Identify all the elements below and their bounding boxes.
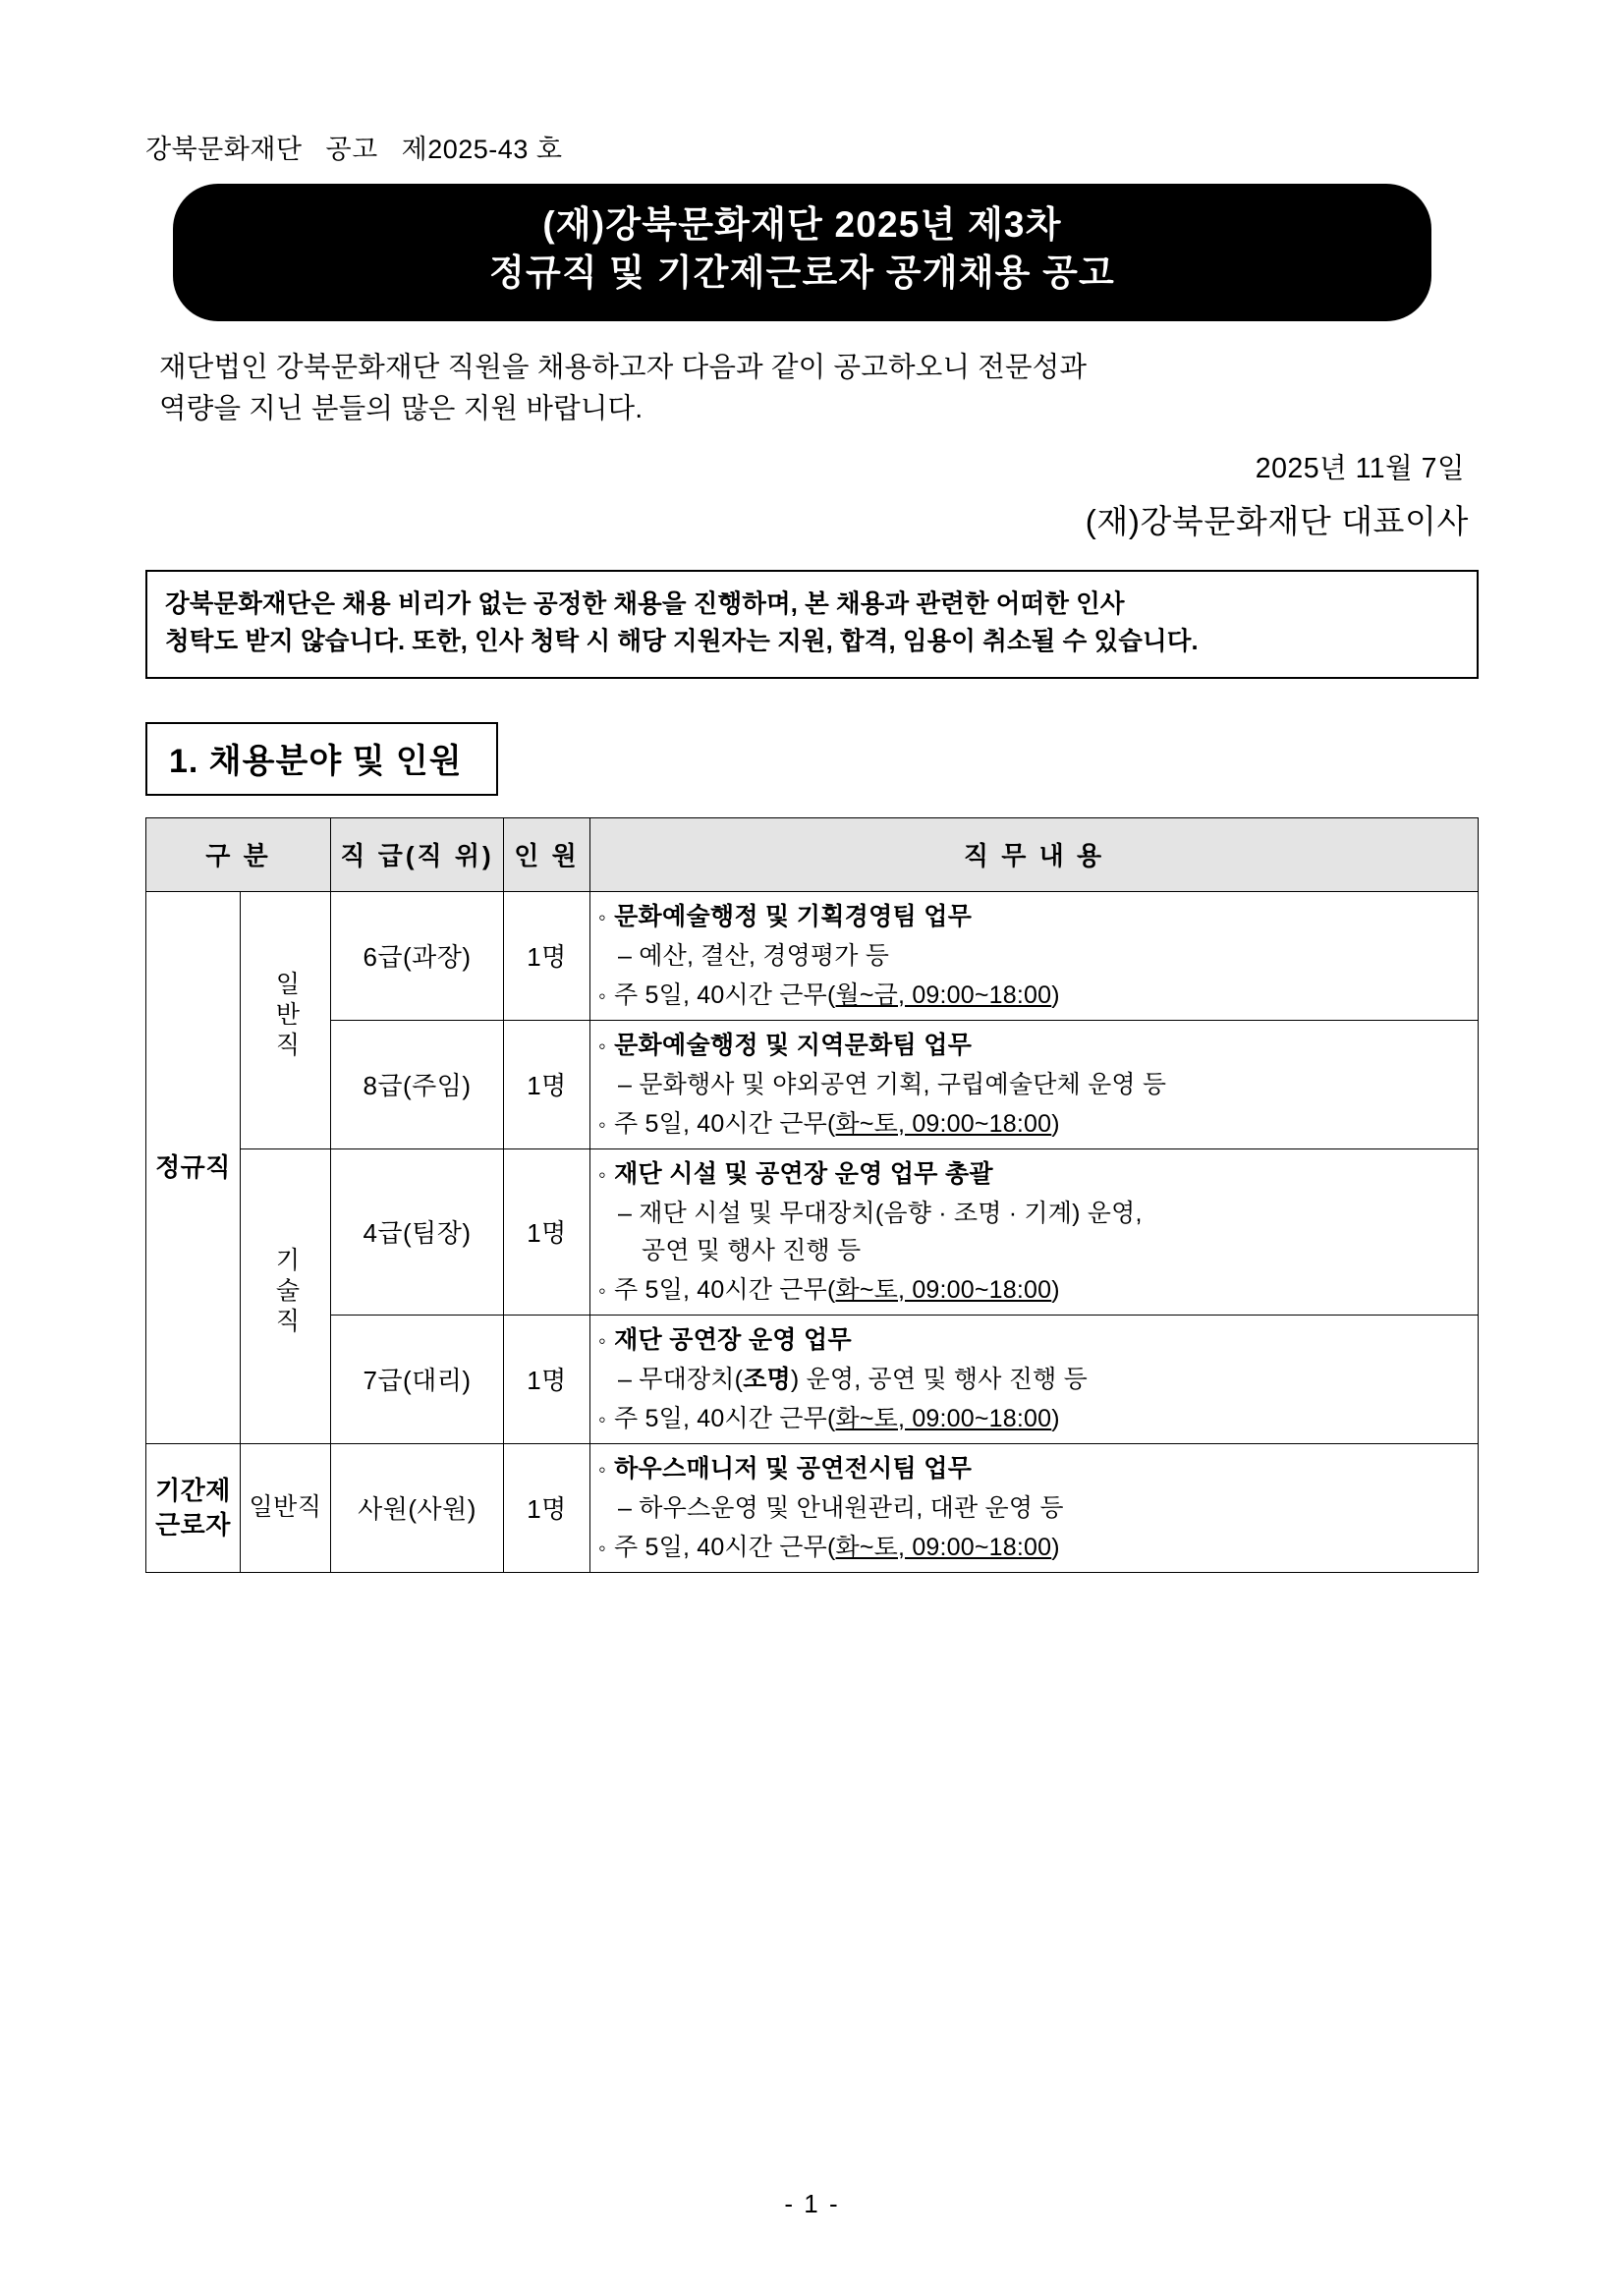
notice-line-2: 청탁도 받지 않습니다. 또한, 인사 청탁 시 해당 지원자는 지원, 합격, 임용이 취소될 수 있습니다. [165, 628, 1199, 656]
table-row [146, 1315, 1479, 1443]
duty-head: ◦ 재단 시설 및 공연장 운영 업무 총괄 [598, 1155, 1470, 1193]
document-number: 강북문화재단 공고 제2025-43 호 [145, 135, 563, 164]
duty-head: ◦ 문화예술행정 및 지역문화팀 업무 [598, 1027, 1470, 1064]
duty-sub: – 재단 시설 및 무대장치(음향 · 조명 · 기계) 운영, [618, 1199, 1143, 1227]
notice-line-1: 강북문화재단은 채용 비리가 없는 공정한 채용을 진행하며, 본 채용과 관련한 어떠한 인사 [165, 590, 1125, 619]
title-line-2: 정규직 및 기간제근로자 공개채용 공고 [489, 252, 1115, 293]
duty-head: ◦ 문화예술행정 및 기획경영팀 업무 [598, 898, 1470, 935]
duty-hours: ◦ 주 5일, 40시간 근무(화~토, 09:00~18:00) [598, 1529, 1470, 1566]
signature: (재)강북문화재단 대표이사 [1085, 503, 1469, 540]
grade-cell: 4급(팀장) [331, 1148, 504, 1315]
duty-hours: ◦ 주 5일, 40시간 근무(화~토, 09:00~18:00) [598, 1400, 1470, 1437]
group-label-contract: 기간제 근로자 [146, 1443, 241, 1572]
table-row [146, 1020, 1479, 1148]
duty-sub: – 무대장치(조명) 운영, 공연 및 행사 진행 등 [618, 1365, 1088, 1393]
grade-cell: 6급(과장) [331, 891, 504, 1020]
duty-cell [590, 1148, 1479, 1315]
grade-cell: 사원(사원) [331, 1443, 504, 1572]
header-gubun: 구 분 [146, 817, 331, 891]
grade-cell: 8급(주임) [331, 1020, 504, 1148]
duty-sub: – 문화행사 및 야외공연 기획, 구립예술단체 운영 등 [618, 1070, 1167, 1098]
duty-sub: – 예산, 결산, 경영평가 등 [618, 941, 890, 970]
intro-line-2: 역량을 지닌 분들의 많은 지원 바랍니다. [159, 393, 644, 425]
recruitment-table [145, 817, 1479, 1573]
duty-sub: – 하우스운영 및 안내원관리, 대관 운영 등 [618, 1493, 1064, 1522]
duty-cell [590, 891, 1479, 1020]
duty-head: ◦ 하우스매니저 및 공연전시팀 업무 [598, 1450, 1470, 1487]
duty-sub-cont: 공연 및 행사 진행 등 [642, 1236, 862, 1264]
header-duty: 직 무 내 용 [590, 817, 1479, 891]
duty-hours: ◦ 주 5일, 40시간 근무(화~토, 09:00~18:00) [598, 1271, 1470, 1309]
duty-head: ◦ 재단 공연장 운영 업무 [598, 1321, 1470, 1359]
subgroup-label-technical: 기술직 [241, 1148, 331, 1443]
count-cell: 1명 [504, 1148, 590, 1315]
table-header-row [146, 817, 1479, 891]
table-row [146, 1443, 1479, 1572]
grade-cell: 7급(대리) [331, 1315, 504, 1443]
announcement-date: 2025년 11월 7일 [1255, 453, 1465, 485]
duty-cell [590, 1315, 1479, 1443]
subgroup-label-general-2: 일반직 [241, 1443, 331, 1572]
duty-hours: ◦ 주 5일, 40시간 근무(화~토, 09:00~18:00) [598, 1105, 1470, 1143]
duty-cell [590, 1020, 1479, 1148]
subgroup-label-general-1: 일반직 [241, 891, 331, 1148]
intro-paragraph [145, 347, 1479, 431]
duty-cell [590, 1443, 1479, 1572]
intro-line-1: 재단법인 강북문화재단 직원을 채용하고자 다음과 같이 공고하오니 전문성과 [159, 351, 1088, 383]
header-count: 인 원 [504, 817, 590, 891]
title-line-1: (재)강북문화재단 2025년 제3차 [542, 204, 1062, 245]
notice-box [145, 570, 1479, 679]
header-grade: 직 급(직 위) [331, 817, 504, 891]
count-cell: 1명 [504, 891, 590, 1020]
table-row [146, 891, 1479, 1020]
duty-hours: ◦ 주 5일, 40시간 근무(월~금, 09:00~18:00) [598, 977, 1470, 1014]
count-cell: 1명 [504, 1443, 590, 1572]
title-banner [173, 184, 1431, 321]
page-number: - 1 - [784, 2189, 840, 2218]
count-cell: 1명 [504, 1020, 590, 1148]
table-row [146, 1148, 1479, 1315]
section-1-heading: 1. 채용분야 및 인원 [145, 722, 498, 796]
group-label-regular: 정규직 [146, 891, 241, 1443]
count-cell: 1명 [504, 1315, 590, 1443]
